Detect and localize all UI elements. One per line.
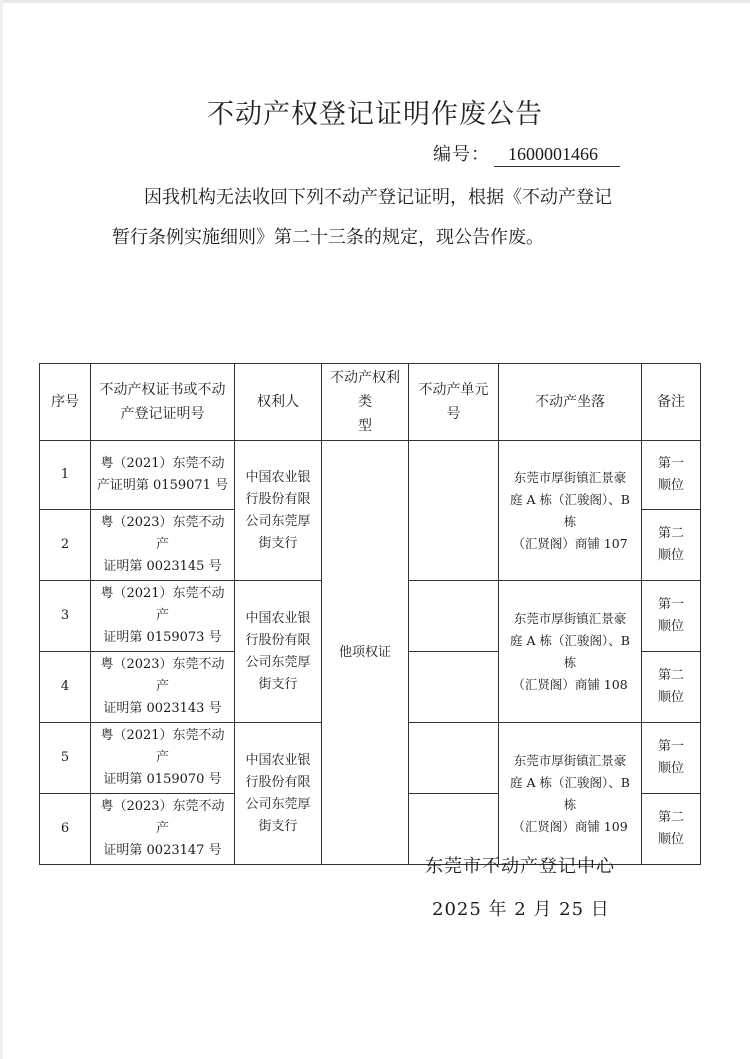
issue-date: 2025 年 2 月 25 日 xyxy=(432,899,610,920)
remark-cell: 第二 顺位 xyxy=(642,794,701,865)
location-cell: 东莞市厚街镇汇景豪 庭 A 栋（汇骏阁）、B 栋 （汇贤阁）商铺 107 xyxy=(499,441,642,581)
paragraph-line-2: 暂行条例实施细则》第二十三条的规定，现公告作废。 xyxy=(112,227,544,248)
row-index: 3 xyxy=(40,581,91,652)
cert-number: 粤（2021）东莞不动产 证明第 0159073 号 xyxy=(91,581,235,652)
header-index: 序号 xyxy=(40,364,91,441)
header-holder: 权利人 xyxy=(235,364,322,441)
cert-number: 粤（2021）东莞不动 产证明第 0159071 号 xyxy=(91,441,235,510)
remark-cell: 第一 顺位 xyxy=(642,581,701,652)
cert-number: 粤（2023）东莞不动产 证明第 0023143 号 xyxy=(91,652,235,723)
right-type-cell: 他项权证 xyxy=(322,441,409,865)
remark-cell: 第二 顺位 xyxy=(642,510,701,581)
header-remark: 备注 xyxy=(642,364,701,441)
unit-no-cell xyxy=(409,441,499,581)
page-edge xyxy=(0,0,750,3)
document-title: 不动产权登记证明作废公告 xyxy=(207,99,543,130)
unit-no-cell xyxy=(409,581,499,652)
serial-number: 1600001466 xyxy=(494,144,620,167)
holder-cell: 中国农业银 行股份有限 公司东莞厚 街支行 xyxy=(235,581,322,723)
notice-paragraph xyxy=(112,178,672,258)
cert-number: 粤（2021）东莞不动产 证明第 0159070 号 xyxy=(91,723,235,794)
row-index: 5 xyxy=(40,723,91,794)
row-index: 2 xyxy=(40,510,91,581)
unit-no-cell xyxy=(409,652,499,723)
holder-cell: 中国农业银 行股份有限 公司东莞厚 街支行 xyxy=(235,723,322,865)
row-index: 4 xyxy=(40,652,91,723)
row-index: 1 xyxy=(40,441,91,510)
void-certificates-table xyxy=(39,363,701,865)
header-right-type: 不动产权利类 型 xyxy=(322,364,409,441)
header-location: 不动产坐落 xyxy=(499,364,642,441)
serial-number-line xyxy=(433,140,620,167)
table-header-row xyxy=(40,364,701,441)
row-index: 6 xyxy=(40,794,91,865)
remark-cell: 第一 顺位 xyxy=(642,723,701,794)
issuing-organization: 东莞市不动产登记中心 xyxy=(425,856,615,877)
remark-cell: 第一 顺位 xyxy=(642,441,701,510)
location-cell: 东莞市厚街镇汇景豪 庭 A 栋（汇骏阁）、B 栋 （汇贤阁）商铺 108 xyxy=(499,581,642,723)
paragraph-line-1: 因我机构无法收回下列不动产登记证明，根据《不动产登记 xyxy=(144,187,612,208)
header-unit-no: 不动产单元号 xyxy=(409,364,499,441)
cert-number: 粤（2023）东莞不动产 证明第 0023145 号 xyxy=(91,510,235,581)
unit-no-cell xyxy=(409,723,499,794)
holder-cell: 中国农业银 行股份有限 公司东莞厚 街支行 xyxy=(235,441,322,581)
header-cert-no: 不动产权证书或不动 产登记证明号 xyxy=(91,364,235,441)
table-row xyxy=(40,441,701,510)
page-edge-left xyxy=(0,0,3,1059)
location-cell: 东莞市厚街镇汇景豪 庭 A 栋（汇骏阁）、B 栋 （汇贤阁）商铺 109 xyxy=(499,723,642,865)
cert-number: 粤（2023）东莞不动产 证明第 0023147 号 xyxy=(91,794,235,865)
remark-cell: 第二 顺位 xyxy=(642,652,701,723)
serial-label: 编号： xyxy=(433,144,490,165)
